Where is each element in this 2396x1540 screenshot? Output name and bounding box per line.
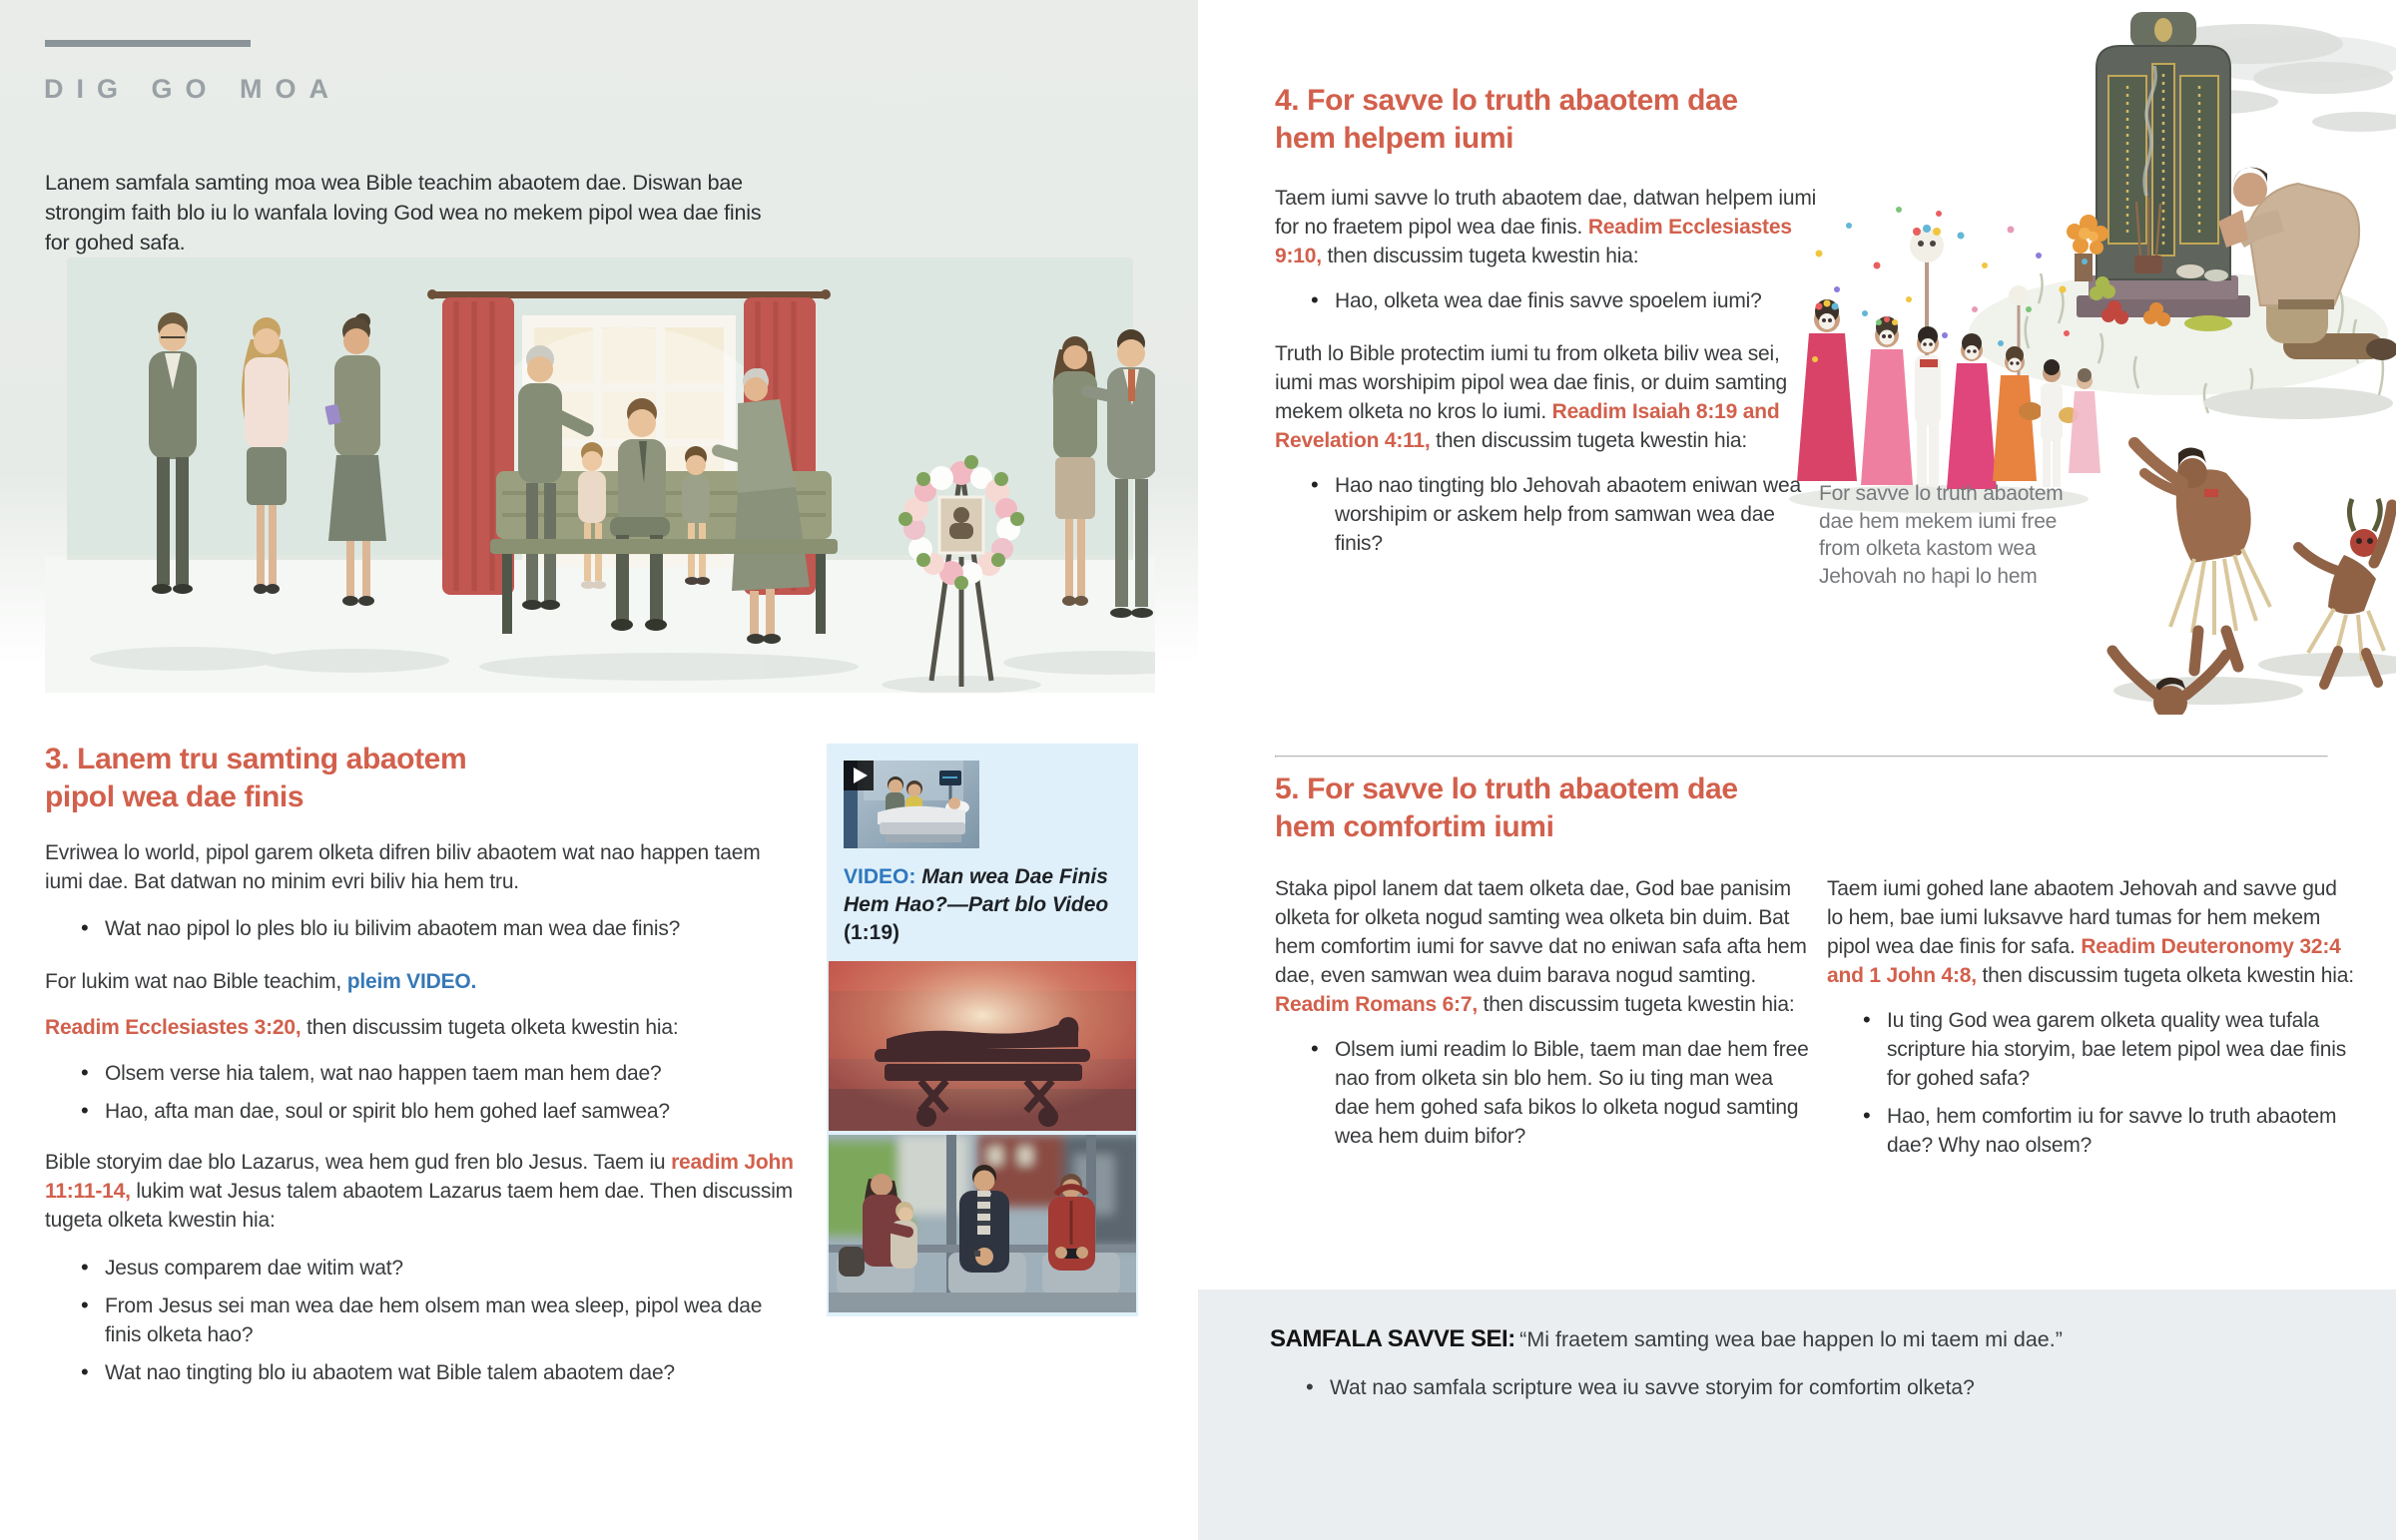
question-item: • Wat nao pipol lo ples blo iu bilivim abaotem man wea dae finis? xyxy=(105,914,799,943)
kicker-rule xyxy=(45,40,251,47)
section-divider xyxy=(1275,756,2328,758)
section-4-list-2 xyxy=(1275,471,1819,558)
section-5-column-2 xyxy=(1827,874,2358,1180)
section-3-list-3 xyxy=(45,1254,799,1387)
footer-list xyxy=(1270,1373,2336,1402)
deceased-on-gurney-illustration xyxy=(829,961,1136,1131)
section-3-paragraph-2[interactable]: For lukim wat nao Bible teachim, pleim VIDEO. xyxy=(45,970,477,993)
section-3-paragraph-3[interactable]: Readim Ecclesiastes 3:20, then discussim tugeta olketa kwestin hia: xyxy=(45,1016,679,1039)
question-item: • Hao, afta man dae, soul or spirit blo hem gohed laef samwea? xyxy=(105,1097,799,1126)
video-caption xyxy=(844,863,1121,947)
death-customs-illustration xyxy=(1779,4,2396,715)
question-item: • Iu ting God wea garem olketa quality wea tufala scripture hia storyim, bae letem pipol wea dae finis for gohed safa? xyxy=(1887,1006,2358,1093)
gravestone xyxy=(2067,12,2250,331)
page-kicker: DIG GO MOA xyxy=(44,74,341,105)
question-item: • Olsem iumi readim lo Bible, taem man dae hem free nao from olketa sin blo hem. So iu ting man wea dae hem gohed safa bikos lo olketa nogud samting wea hem duim bifor? xyxy=(1335,1035,1809,1151)
sad-commuters-illustration xyxy=(829,1135,1136,1312)
question-item: • Hao, hem comfortim iu for savve lo truth abaotem dae? Why nao olsem? xyxy=(1887,1102,2358,1160)
section-4-title: 4. For savve lo truth abaotem dae hem helpem iumi xyxy=(1275,84,1738,155)
section-5-list-2 xyxy=(1827,1006,2358,1160)
section-4-paragraph-2[interactable]: Truth lo Bible protectim iumi tu from olketa biliv wea sei, iumi mas worshipim pipol wea dae finis, or duim samting mekem olketa no kros lo iumi. Readim Isaiah 8:19 and Revelation 4:11, then discussim tugeta kwestin hia: xyxy=(1275,342,1788,452)
video-label[interactable]: VIDEO: xyxy=(844,865,916,888)
footer-line xyxy=(1270,1325,2336,1353)
question-item: • Wat nao samfala scripture wea iu savve storyim for comfortim olketa? xyxy=(1330,1373,2336,1402)
intro-paragraph: Lanem samfala samting moa wea Bible teachim abaotem dae. Diswan bae strongim faith blo iu lo wanfala loving God wea no mekem pipol wea dae finis for gohed safa. xyxy=(45,170,762,255)
funeral-gathering-illustration xyxy=(45,257,1155,693)
section-5-paragraph-1[interactable]: Staka pipol lanem dat taem olketa dae, God bae panisim olketa for olketa nogud samting wea olketa bin duim. Bat hem comfortim iumi for savve dat no eniwan safa afta hem dae, even samwan wea duim barava nogud samting. Readim Romans 6:7, then discussim tugeta kwestin hia: xyxy=(1275,877,1807,1016)
section-3-list-2 xyxy=(45,1059,799,1126)
video-thumbnail[interactable] xyxy=(844,761,979,848)
question-item: • Jesus comparem dae witim wat? xyxy=(105,1254,799,1283)
section-5-column-1 xyxy=(1275,874,1809,1180)
section-4 xyxy=(1275,82,1819,582)
question-item: • Hao nao tingting blo Jehovah abaotem eniwan wea worshipim or askem help from samwan wea dae finis? xyxy=(1335,471,1819,558)
section-4-paragraph-1[interactable]: Taem iumi savve lo truth abaotem dae, datwan helpem iumi for no fraetem pipol wea dae finis. Readim Ecclesiastes 9:10, then discussim tugeta kwestin hia: xyxy=(1275,187,1817,267)
section-3 xyxy=(45,741,799,1407)
some-may-say-box xyxy=(1198,1289,2396,1540)
section-3-paragraph-4[interactable]: Bible storyim dae blo Lazarus, wea hem gud fren blo Jesus. Taem iu readim John 11:11-14, lukim wat Jesus talem abaotem Lazarus taem hem dae. Then discussim tugeta olketa kwestin hia: xyxy=(45,1151,794,1232)
video-title[interactable]: Man wea Dae Finis Hem Hao?—Part blo Video xyxy=(844,865,1109,916)
question-item: • Olsem verse hia talem, wat nao happen taem man hem dae? xyxy=(105,1059,799,1088)
section-3-list-1 xyxy=(45,914,799,943)
question-item: • Hao, olketa wea dae finis savve spoelem iumi? xyxy=(1335,286,1819,315)
section-3-paragraph-1: Evriwea lo world, pipol garem olketa difren biliv abaotem wat nao happen taem iumi dae. Bat datwan no minim evri biliv hia hem tru. xyxy=(45,841,761,893)
footer-label: SAMFALA SAVVE SEI: xyxy=(1270,1325,1515,1352)
video-box xyxy=(827,744,1138,961)
section-5 xyxy=(1275,770,2358,1180)
media-column xyxy=(827,744,1138,1316)
video-duration: (1:19) xyxy=(844,921,900,944)
section-3-title: 3. Lanem tru samting abaotem pipol wea dae finis xyxy=(45,743,467,813)
skull-procession xyxy=(1789,207,2100,513)
illustration-caption: For savve lo truth abaotem dae hem mekem iumi free from olketa kastom wea Jehovah no hapi lo hem xyxy=(1819,482,2064,588)
section-5-paragraph-2[interactable]: Taem iumi gohed lane abaotem Jehovah and savve gud lo hem, bae iumi luksavve hard tumas for hem mekem pipol wea dae finis for safa. Readim Deuteronomy 32:4 and 1 John 4:8, then discussim tugeta olketa kwestin hia: xyxy=(1827,877,2354,987)
question-item: • Wat nao tingting blo iu abaotem wat Bible talem abaotem dae? xyxy=(105,1358,799,1387)
play-icon[interactable] xyxy=(844,761,874,790)
masked-dancers xyxy=(2112,443,2396,715)
section-5-list-1 xyxy=(1275,1035,1809,1151)
footer-quote: “Mi fraetem samting wea bae happen lo mi taem mi dae.” xyxy=(1519,1327,2063,1351)
section-4-list-1 xyxy=(1275,286,1819,315)
section-5-title: 5. For savve lo truth abaotem dae hem comfortim iumi xyxy=(1275,772,1738,843)
question-item: • From Jesus sei man wea dae hem olsem man wea sleep, pipol wea dae finis olketa hao? xyxy=(105,1291,799,1349)
